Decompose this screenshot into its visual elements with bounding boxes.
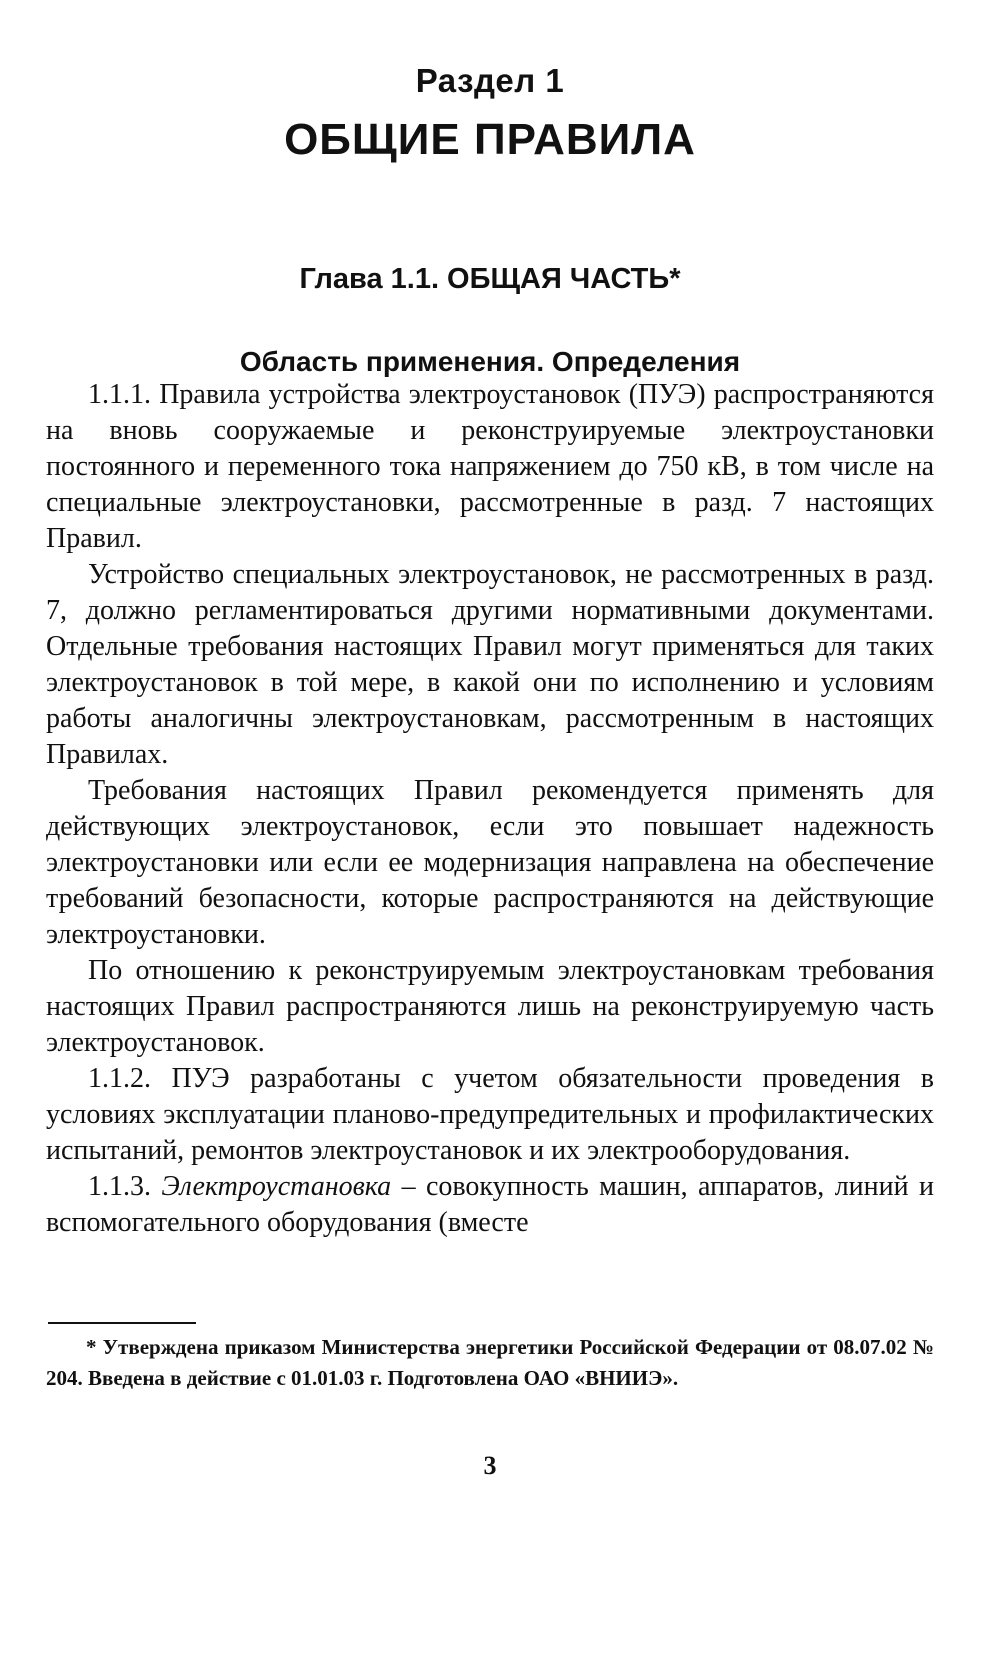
body-text (46, 377, 934, 1241)
paragraph-existing-installations: Требования настоящих Правил рекомендуется применять для действующих электроустановок, если это повышает надежность электроустановки или если ее модернизация направлена на обеспечение требований безопасности, которые распространяются на действующие электроустановки. (46, 775, 934, 950)
page-number: 3 (483, 1451, 497, 1480)
footnote-separator (48, 1322, 196, 1324)
subsection-title: Область применения. Определения (239, 346, 741, 377)
paragraph-1-1-3-definition: – совокупность машин, аппаратов, линий и вспомогательного оборудования (вместе (46, 1171, 935, 1238)
section-title: ОБЩИЕ ПРАВИЛА (284, 115, 696, 164)
footnote-text: * Утверждена приказом Министерства энергетики Российской Федерации от 08.07.02 № 204. Введена в действие с 01.01.03 г. Подготовлена ОАО «ВНИИЭ». (46, 1335, 934, 1390)
paragraph-special-installations: Устройство специальных электроустановок, не рассмотренных в разд. 7, должно регламентироваться другими нормативными документами. Отдельные требования настоящих Правил могут применяться для таких электроустановок в той мере, в какой они по исполнению и условиям работы аналогичны электроустановкам, рассмотренным в настоящих Правилах. (46, 559, 934, 770)
paragraph-1-1-2: 1.1.2. ПУЭ разработаны с учетом обязательности проведения в условиях эксплуатации планово-предупредительных и профилактических испытаний, ремонтов электроустановок и их электрооборудования. (46, 1063, 934, 1166)
paragraph-1-1-3-number: 1.1.3. (88, 1171, 162, 1202)
chapter-title: Глава 1.1. ОБЩАЯ ЧАСТЬ* (299, 263, 681, 295)
section-label: Раздел 1 (415, 62, 565, 99)
paragraph-1-1-1: 1.1.1. Правила устройства электроустановок (ПУЭ) распространяются на вновь сооружаемые и реконструируемые электроустановки постоянного и переменного тока напряжением до 750 кВ, в том числе на специальные электроустановки, рассмотренные в разд. 7 настоящих Правил. (46, 379, 934, 554)
paragraph-reconstructed-installations: По отношению к реконструируемым электроустановкам требования настоящих Правил распространяются лишь на реконструируемую часть электроустановок. (46, 955, 934, 1058)
footnote (46, 1332, 934, 1394)
term-electroinstallation: Электроустановка (161, 1171, 392, 1202)
paragraph-1-1-3 (46, 1169, 934, 1241)
